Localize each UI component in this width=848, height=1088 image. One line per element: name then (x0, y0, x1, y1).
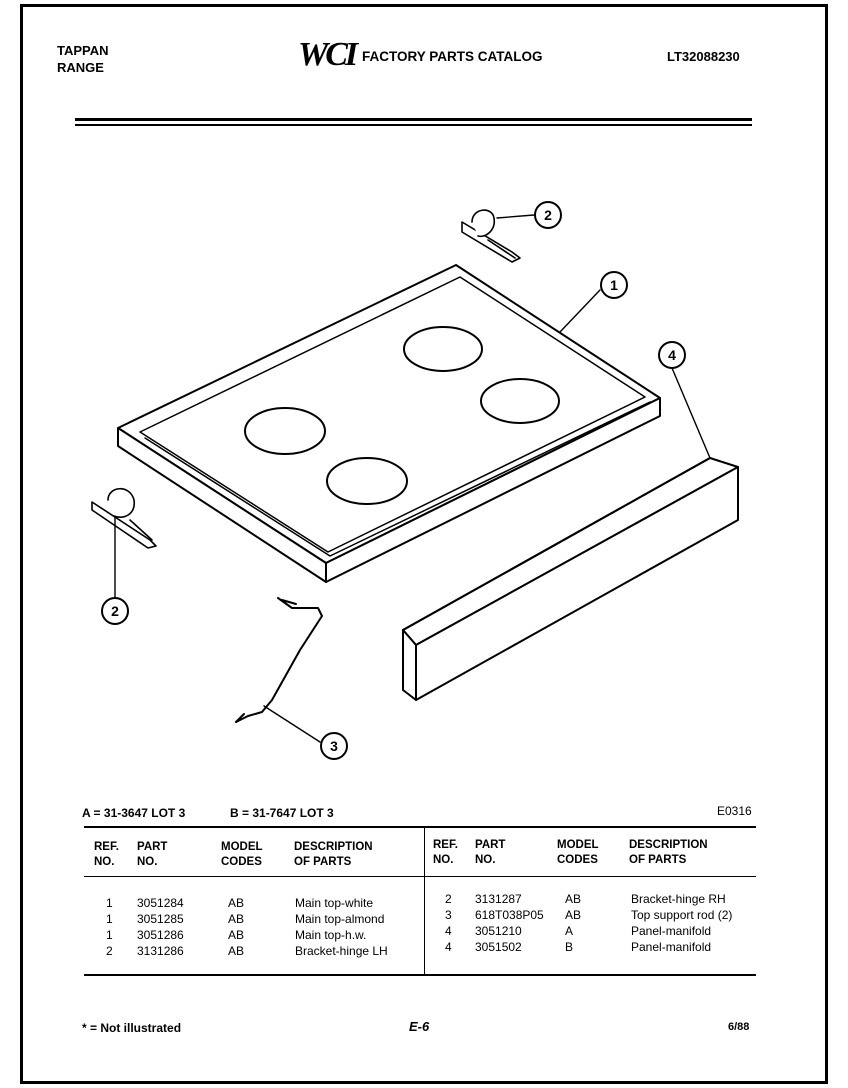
model-code-a: A = 31-3647 LOT 3 (82, 806, 186, 820)
table-cell: A (565, 924, 574, 938)
table-cell: Bracket-hinge LH (295, 944, 388, 958)
table-cell: AB (228, 944, 245, 958)
table-cell: Main top-h.w. (295, 928, 367, 942)
callout-2-left: 2 (111, 603, 119, 619)
model-code-b: B = 31-7647 LOT 3 (230, 806, 334, 820)
catalog-date: 6/88 (728, 1021, 750, 1033)
callout-2-top: 2 (544, 207, 552, 223)
table-cell: 3051285 (137, 912, 184, 926)
right-col-model (565, 891, 581, 955)
header-part-no-right: PART NO. (475, 839, 506, 866)
table-cell: 2 (106, 944, 113, 958)
page-number: E-6 (409, 1019, 430, 1034)
callout-4: 4 (668, 347, 676, 363)
table-cell: Panel-manifold (631, 924, 712, 938)
bracket-hinge-lh-part (92, 489, 156, 548)
table-cell: 3 (445, 908, 452, 922)
table-cell: 3051286 (137, 928, 184, 942)
brand-line-1: TAPPAN (57, 43, 109, 58)
figure-code: E0316 (717, 804, 752, 818)
header-model-codes-left: MODEL CODES (221, 841, 263, 868)
table-cell: 618T038P05 (475, 908, 544, 922)
table-cell: B (565, 940, 574, 954)
right-col-ref (445, 891, 452, 955)
catalog-title: FACTORY PARTS CATALOG (362, 49, 543, 64)
brand-line-2: RANGE (57, 60, 104, 75)
table-cell: 3051284 (137, 896, 184, 910)
header-part-no-left: PART NO. (137, 841, 168, 868)
left-col-desc (295, 895, 388, 959)
header-model-codes-right: MODEL CODES (557, 839, 599, 866)
table-cell: 3131286 (137, 944, 184, 958)
table-cell: Main top-white (295, 896, 374, 910)
header-description-left: DESCRIPTION OF PARTS (294, 841, 373, 868)
header-ref-no-left: REF. NO. (94, 841, 119, 868)
not-illustrated-note: * = Not illustrated (82, 1021, 182, 1035)
table-cell: AB (228, 912, 245, 926)
bracket-hinge-rh-part (462, 210, 520, 262)
table-cell: Bracket-hinge RH (631, 892, 726, 906)
table-rule-bottom (84, 974, 756, 976)
wci-logo: WCI (298, 36, 356, 73)
callout-1: 1 (610, 277, 618, 293)
table-rule-header (84, 876, 756, 877)
right-col-desc (631, 891, 732, 955)
left-col-model (228, 895, 244, 959)
table-cell: 3051210 (475, 924, 522, 938)
table-cell: 1 (106, 896, 113, 910)
table-cell: Top support rod (2) (631, 908, 733, 922)
table-cell: AB (565, 908, 582, 922)
table-cell: AB (565, 892, 582, 906)
table-divider (424, 828, 425, 974)
table-cell: 4 (445, 924, 452, 938)
table-rule-top (84, 826, 756, 828)
table-cell: 2 (445, 892, 452, 906)
table-cell: 3051502 (475, 940, 522, 954)
table-cell: Main top-almond (295, 912, 385, 926)
callout-3: 3 (330, 738, 338, 754)
header-description-right: DESCRIPTION OF PARTS (629, 839, 708, 866)
table-cell: AB (228, 896, 245, 910)
document-number: LT32088230 (667, 49, 740, 64)
header-ref-no-right: REF. NO. (433, 839, 458, 866)
table-cell: 4 (445, 940, 452, 954)
table-cell: 1 (106, 928, 113, 942)
table-cell: AB (228, 928, 245, 942)
right-col-part (475, 891, 544, 955)
table-cell: Panel-manifold (631, 940, 712, 954)
table-cell: 1 (106, 912, 113, 926)
table-cell: 3131287 (475, 892, 522, 906)
left-col-ref (106, 895, 113, 959)
left-col-part (137, 895, 184, 959)
top-support-rod-part (236, 598, 322, 722)
